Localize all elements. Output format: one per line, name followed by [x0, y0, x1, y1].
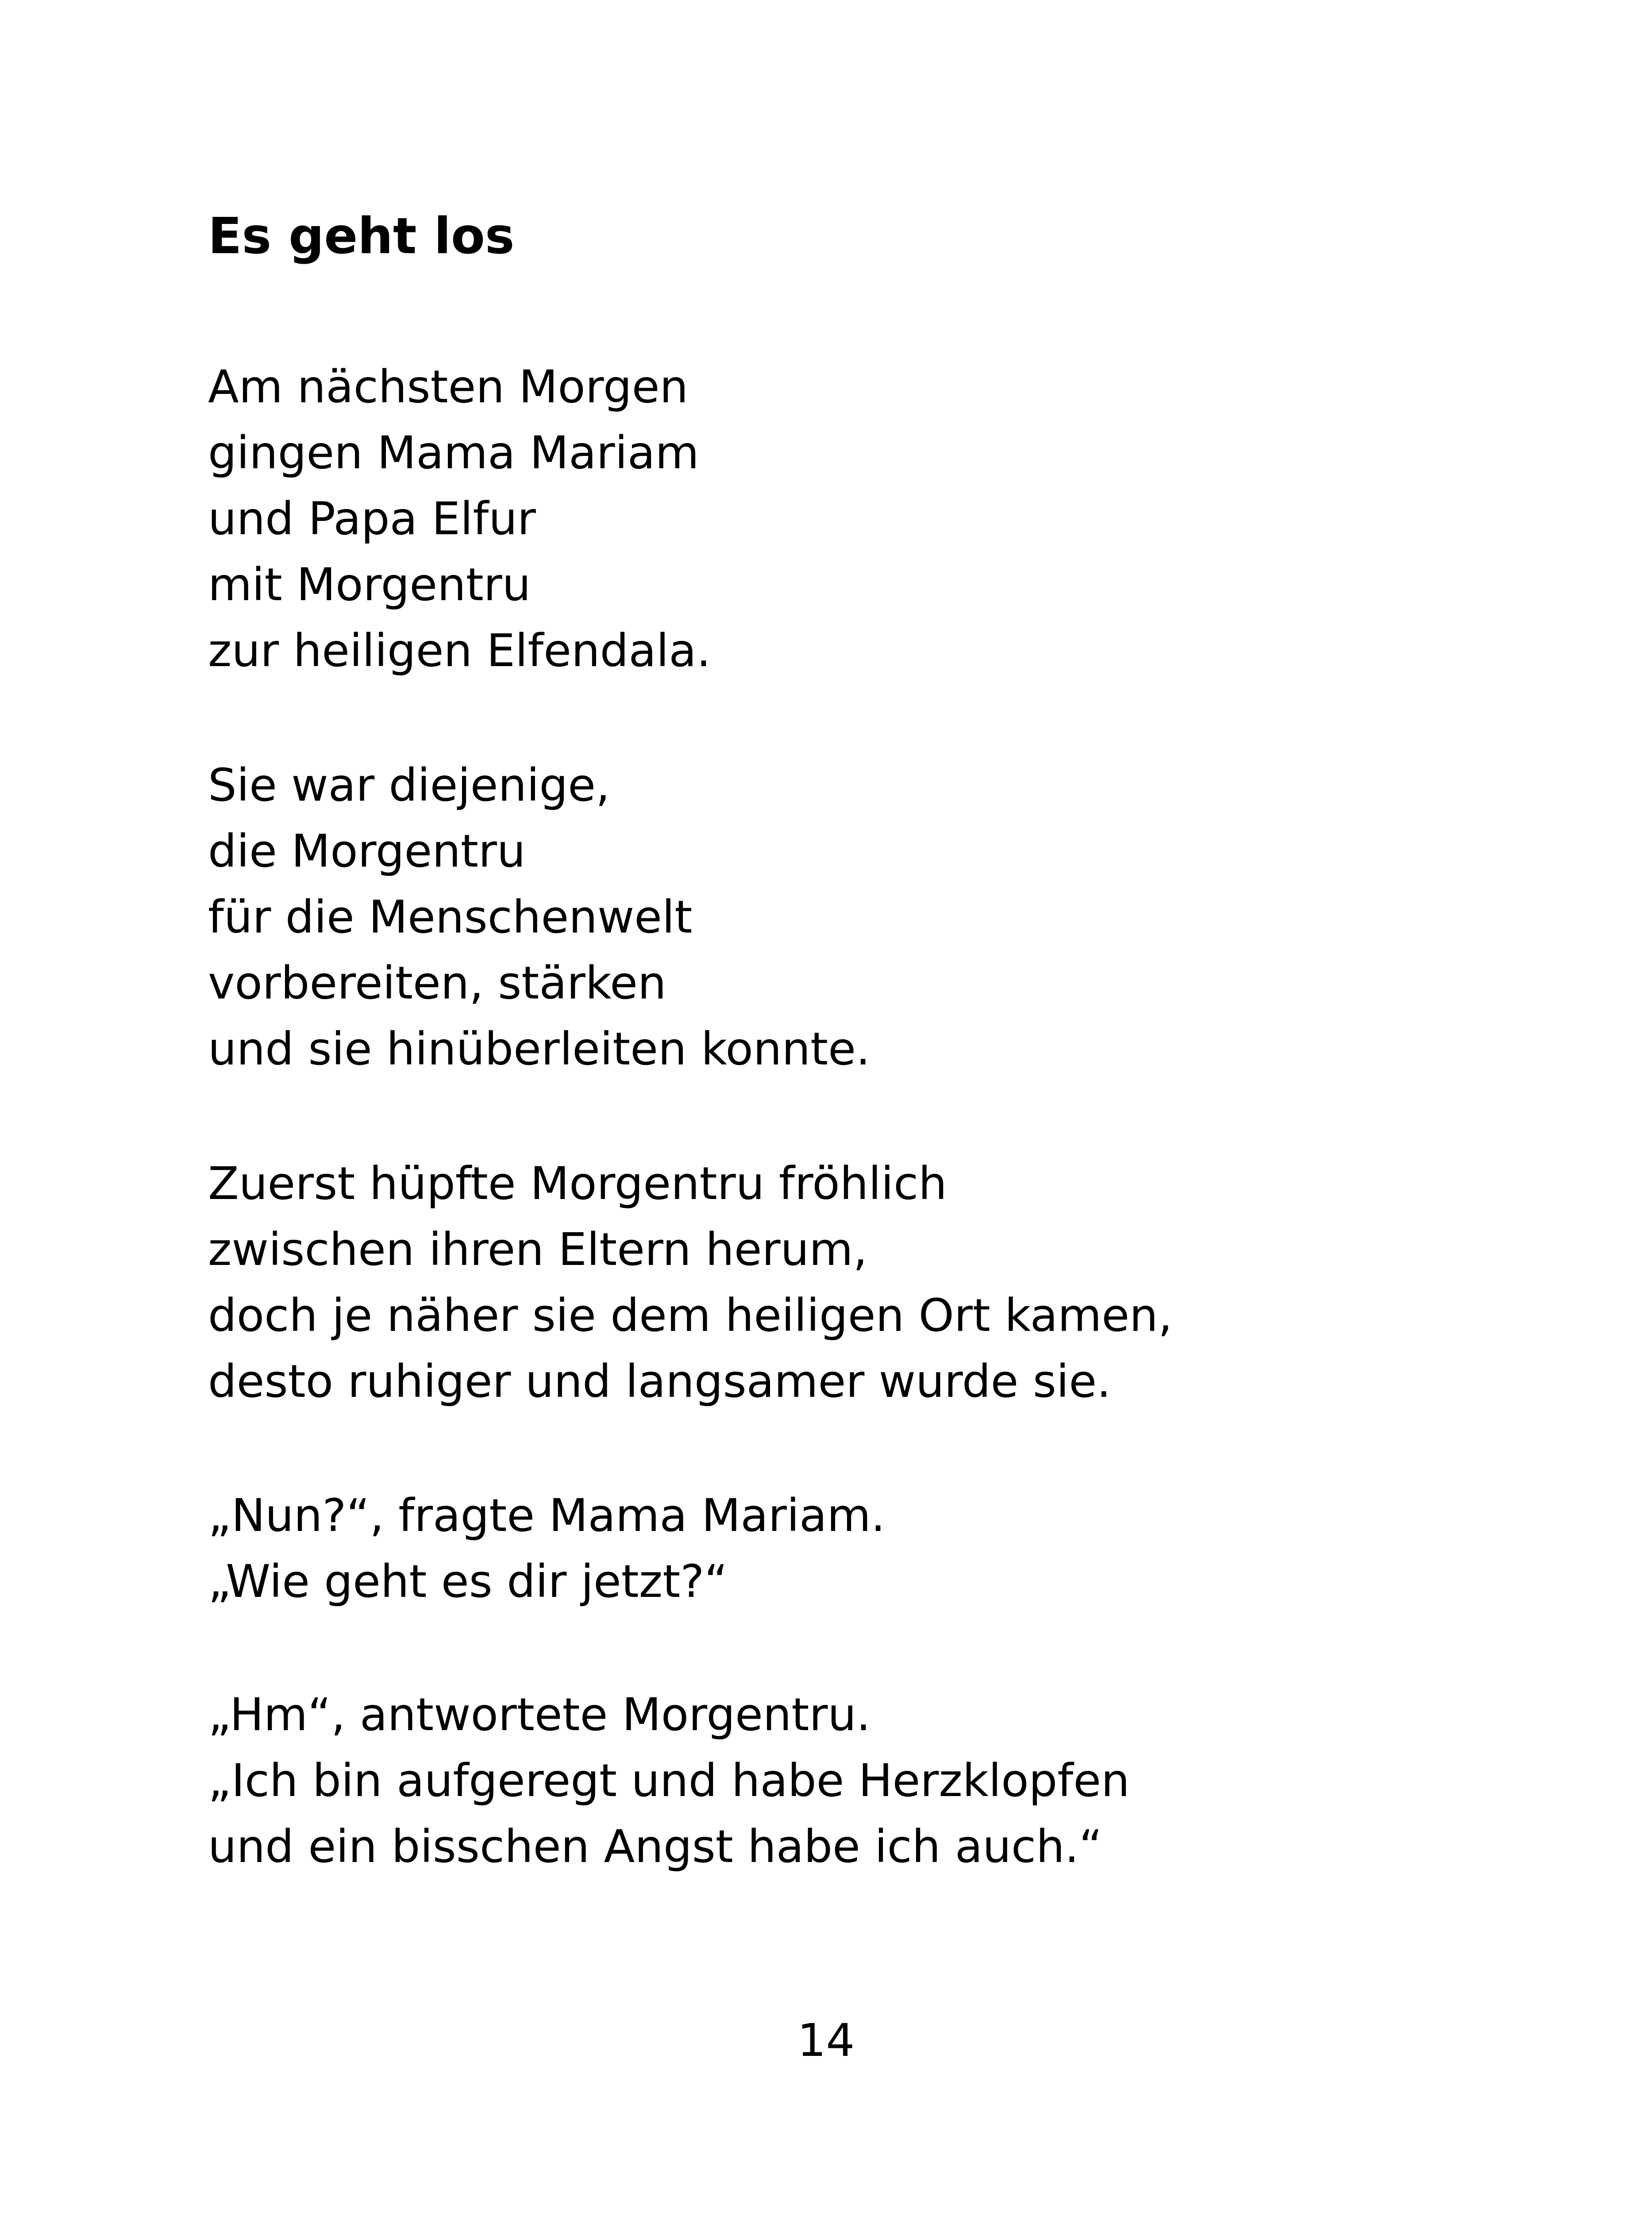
text-line: zur heiligen Elfendala.: [208, 625, 711, 677]
text-line: desto ruhiger und langsamer wurde sie.: [208, 1355, 1111, 1408]
text-line: die Morgentru: [208, 825, 526, 878]
dialogue-line: „Nun?“, fragte Mama Mariam.: [208, 1489, 886, 1542]
dialogue-line: „Ich bin aufgeregt und habe Herzklopfen: [208, 1754, 1130, 1807]
dialogue-line: „Hm“, antwortete Morgentru.: [208, 1689, 871, 1741]
stanza-2: [208, 752, 870, 1082]
text-line: vorbereiten, stärken: [208, 957, 666, 1010]
text-line: mit Morgentru: [208, 559, 531, 611]
text-line: Am nächsten Morgen: [208, 361, 689, 413]
stanza-3: [208, 1151, 1172, 1415]
dialogue-line: und ein bisschen Angst habe ich auch.“: [208, 1820, 1102, 1873]
text-line: und sie hinüberleiten konnte.: [208, 1023, 870, 1076]
stanza-1: [208, 354, 711, 684]
text-line: zwischen ihren Eltern herum,: [208, 1223, 868, 1276]
text-line: für die Menschenwelt: [208, 891, 693, 944]
dialogue-line: „Wie geht es dir jetzt?“: [208, 1555, 728, 1608]
chapter-title: Es geht los: [208, 208, 515, 265]
stanza-4: [208, 1483, 885, 1615]
text-line: doch je näher sie dem heiligen Ort kamen,: [208, 1289, 1173, 1342]
text-line: gingen Mama Mariam: [208, 427, 699, 479]
stanza-5: [208, 1682, 1130, 1880]
page-number: 14: [797, 2014, 855, 2067]
text-line: Zuerst hüpfte Morgentru fröhlich: [208, 1157, 947, 1210]
text-line: und Papa Elfur: [208, 493, 536, 545]
text-line: Sie war diejenige,: [208, 759, 610, 812]
